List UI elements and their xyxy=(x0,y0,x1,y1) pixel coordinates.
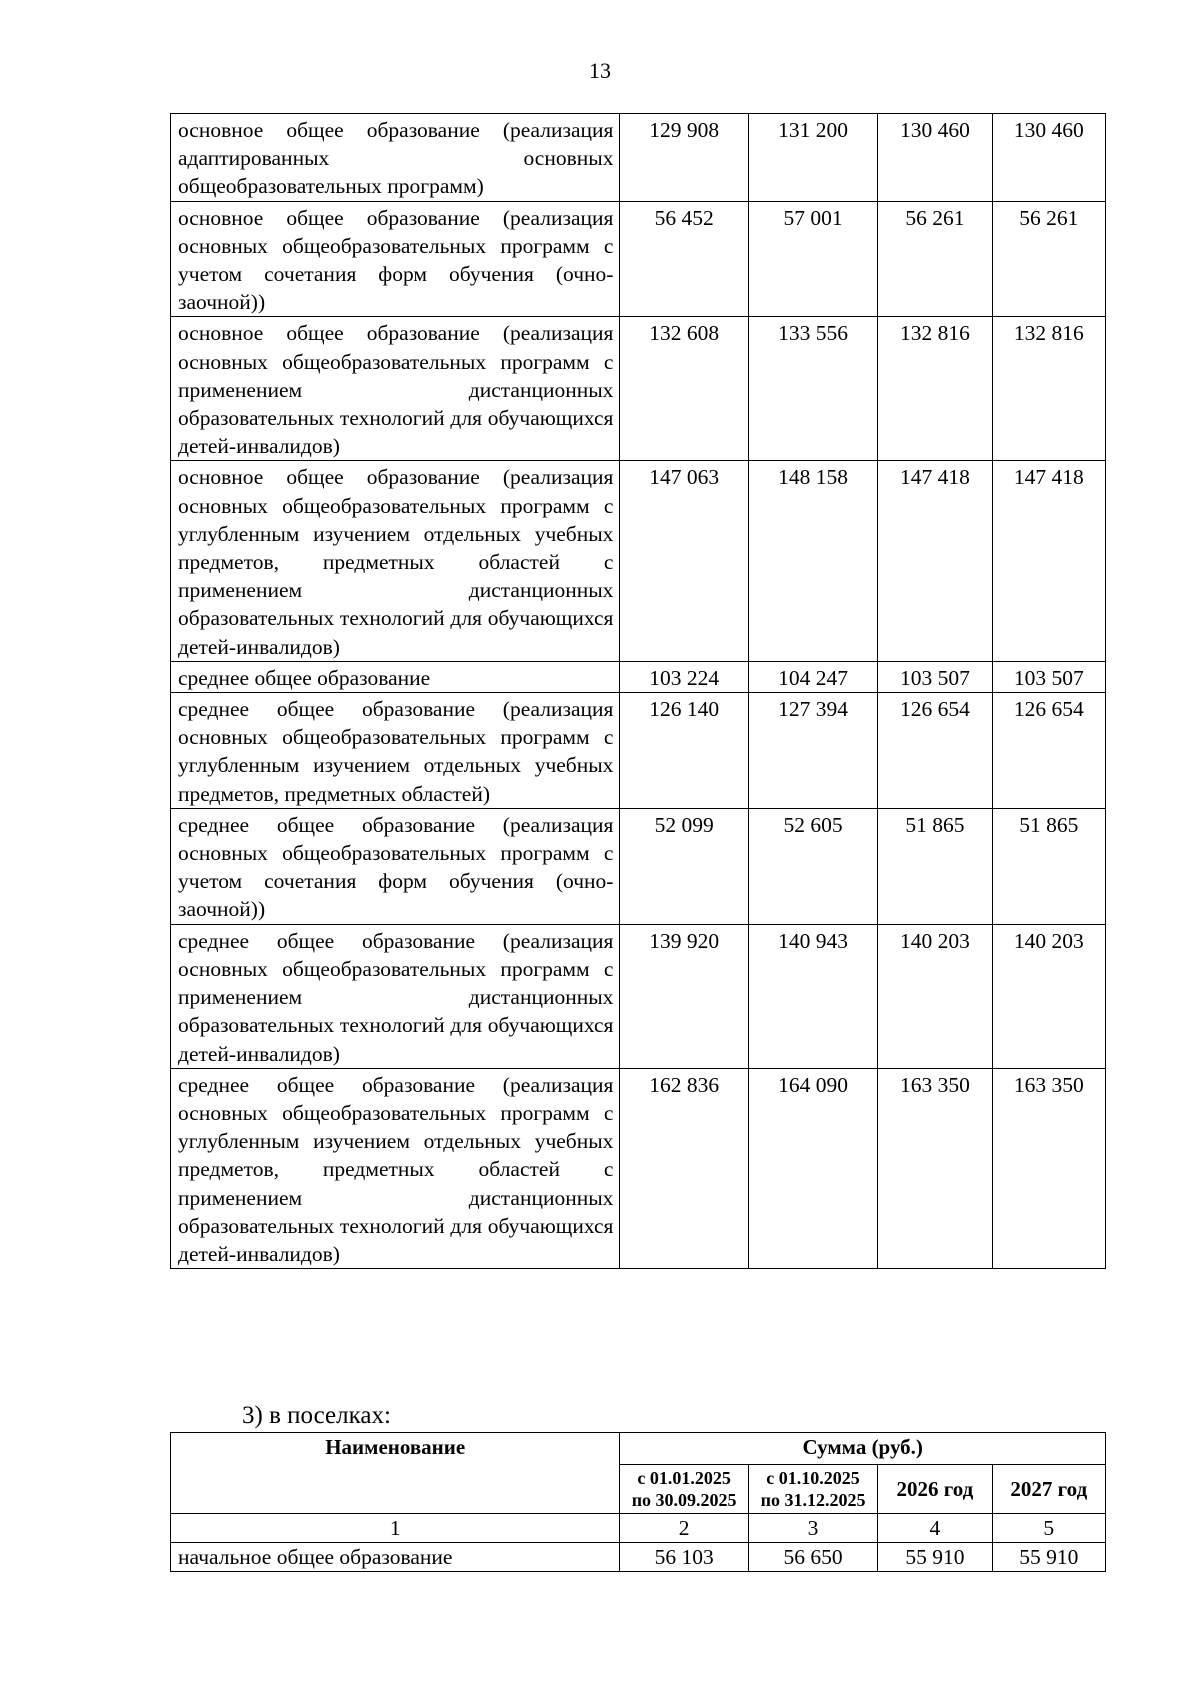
row-name: среднее общее образование (реализация основных общеобразовательных программ с учетом сочетания форм обучения (очно-заочной)) xyxy=(171,808,620,924)
row-value-2027: 130 460 xyxy=(992,114,1105,202)
row-value-2027: 56 261 xyxy=(992,201,1105,317)
column-number: 5 xyxy=(992,1514,1105,1543)
row-value-2026: 51 865 xyxy=(878,808,992,924)
header-period-2 xyxy=(748,1465,877,1514)
row-value-2026: 130 460 xyxy=(878,114,992,202)
table-row xyxy=(171,808,1106,924)
header-sum: Сумма (руб.) xyxy=(620,1433,1106,1465)
header-period-1 xyxy=(620,1465,748,1514)
settlements-funding-table xyxy=(170,1432,1106,1572)
row-value-2026: 55 910 xyxy=(878,1543,992,1572)
row-value-period-2: 52 605 xyxy=(748,808,877,924)
header-period-2-to: по 31.12.2025 xyxy=(760,1490,866,1510)
header-year-2026: 2026 год xyxy=(878,1465,992,1514)
row-value-2027: 51 865 xyxy=(992,808,1105,924)
row-name: среднее общее образование (реализация основных общеобразовательных программ с применением дистанционных образовательных технологий для обучающихся детей-инвалидов) xyxy=(171,924,620,1068)
row-value-period-2: 131 200 xyxy=(748,114,877,202)
row-value-period-2: 56 650 xyxy=(748,1543,877,1572)
row-value-period-1: 139 920 xyxy=(620,924,748,1068)
row-value-period-2: 127 394 xyxy=(748,693,877,809)
row-value-2026: 163 350 xyxy=(878,1068,992,1268)
row-value-period-1: 52 099 xyxy=(620,808,748,924)
row-value-2027: 140 203 xyxy=(992,924,1105,1068)
table-row xyxy=(171,201,1106,317)
header-period-1-to: по 30.09.2025 xyxy=(631,1490,737,1510)
table-row xyxy=(171,1068,1106,1268)
header-period-1-from: с 01.01.2025 xyxy=(637,1468,731,1488)
table-row xyxy=(171,1543,1106,1572)
row-value-period-1: 129 908 xyxy=(620,114,748,202)
table-row xyxy=(171,924,1106,1068)
row-name: среднее общее образование (реализация основных общеобразовательных программ с углубленным изучением отдельных учебных предметов, предметных областей с применением дистанционных образовательных технологий для обучающихся детей-инвалидов) xyxy=(171,1068,620,1268)
row-value-2026: 126 654 xyxy=(878,693,992,809)
table-row xyxy=(171,461,1106,661)
page-number: 13 xyxy=(589,58,611,83)
row-name: основное общее образование (реализация основных общеобразовательных программ с применением дистанционных образовательных технологий для обучающихся детей-инвалидов) xyxy=(171,317,620,461)
row-value-period-1: 162 836 xyxy=(620,1068,748,1268)
row-name: основное общее образование (реализация основных общеобразовательных программ с учетом сочетания форм обучения (очно-заочной)) xyxy=(171,201,620,317)
row-value-period-1: 103 224 xyxy=(620,661,748,692)
header-name: Наименование xyxy=(171,1433,620,1514)
row-value-2027: 103 507 xyxy=(992,661,1105,692)
table-row xyxy=(171,661,1106,692)
section-label: 3) в поселках: xyxy=(242,1402,391,1429)
row-name: основное общее образование (реализация основных общеобразовательных программ с углубленным изучением отдельных учебных предметов, предметных областей с применением дистанционных образовательных технологий для обучающихся детей-инвалидов) xyxy=(171,461,620,661)
row-value-2026: 147 418 xyxy=(878,461,992,661)
row-name: начальное общее образование xyxy=(171,1543,620,1572)
table-row xyxy=(171,317,1106,461)
row-value-period-2: 133 556 xyxy=(748,317,877,461)
row-name: среднее общее образование (реализация основных общеобразовательных программ с углубленным изучением отдельных учебных предметов, предметных областей) xyxy=(171,693,620,809)
column-number: 1 xyxy=(171,1514,620,1543)
row-name: среднее общее образование xyxy=(171,661,620,692)
row-name: основное общее образование (реализация адаптированных основных общеобразовательных программ) xyxy=(171,114,620,202)
column-number-row xyxy=(171,1514,1106,1543)
row-value-period-1: 126 140 xyxy=(620,693,748,809)
row-value-2026: 140 203 xyxy=(878,924,992,1068)
column-number: 2 xyxy=(620,1514,748,1543)
table-row xyxy=(171,114,1106,202)
row-value-period-2: 104 247 xyxy=(748,661,877,692)
column-number: 4 xyxy=(878,1514,992,1543)
row-value-2027: 132 816 xyxy=(992,317,1105,461)
row-value-period-2: 57 001 xyxy=(748,201,877,317)
row-value-period-1: 56 103 xyxy=(620,1543,748,1572)
funding-table-continued xyxy=(170,113,1106,1269)
row-value-2026: 132 816 xyxy=(878,317,992,461)
row-value-2027: 126 654 xyxy=(992,693,1105,809)
row-value-2027: 147 418 xyxy=(992,461,1105,661)
column-number: 3 xyxy=(748,1514,877,1543)
row-value-2027: 163 350 xyxy=(992,1068,1105,1268)
row-value-2026: 103 507 xyxy=(878,661,992,692)
row-value-period-1: 56 452 xyxy=(620,201,748,317)
row-value-period-1: 132 608 xyxy=(620,317,748,461)
row-value-2026: 56 261 xyxy=(878,201,992,317)
header-period-2-from: с 01.10.2025 xyxy=(766,1468,860,1488)
row-value-period-2: 140 943 xyxy=(748,924,877,1068)
row-value-2027: 55 910 xyxy=(992,1543,1105,1572)
table-row xyxy=(171,693,1106,809)
row-value-period-1: 147 063 xyxy=(620,461,748,661)
row-value-period-2: 164 090 xyxy=(748,1068,877,1268)
header-year-2027: 2027 год xyxy=(992,1465,1105,1514)
row-value-period-2: 148 158 xyxy=(748,461,877,661)
